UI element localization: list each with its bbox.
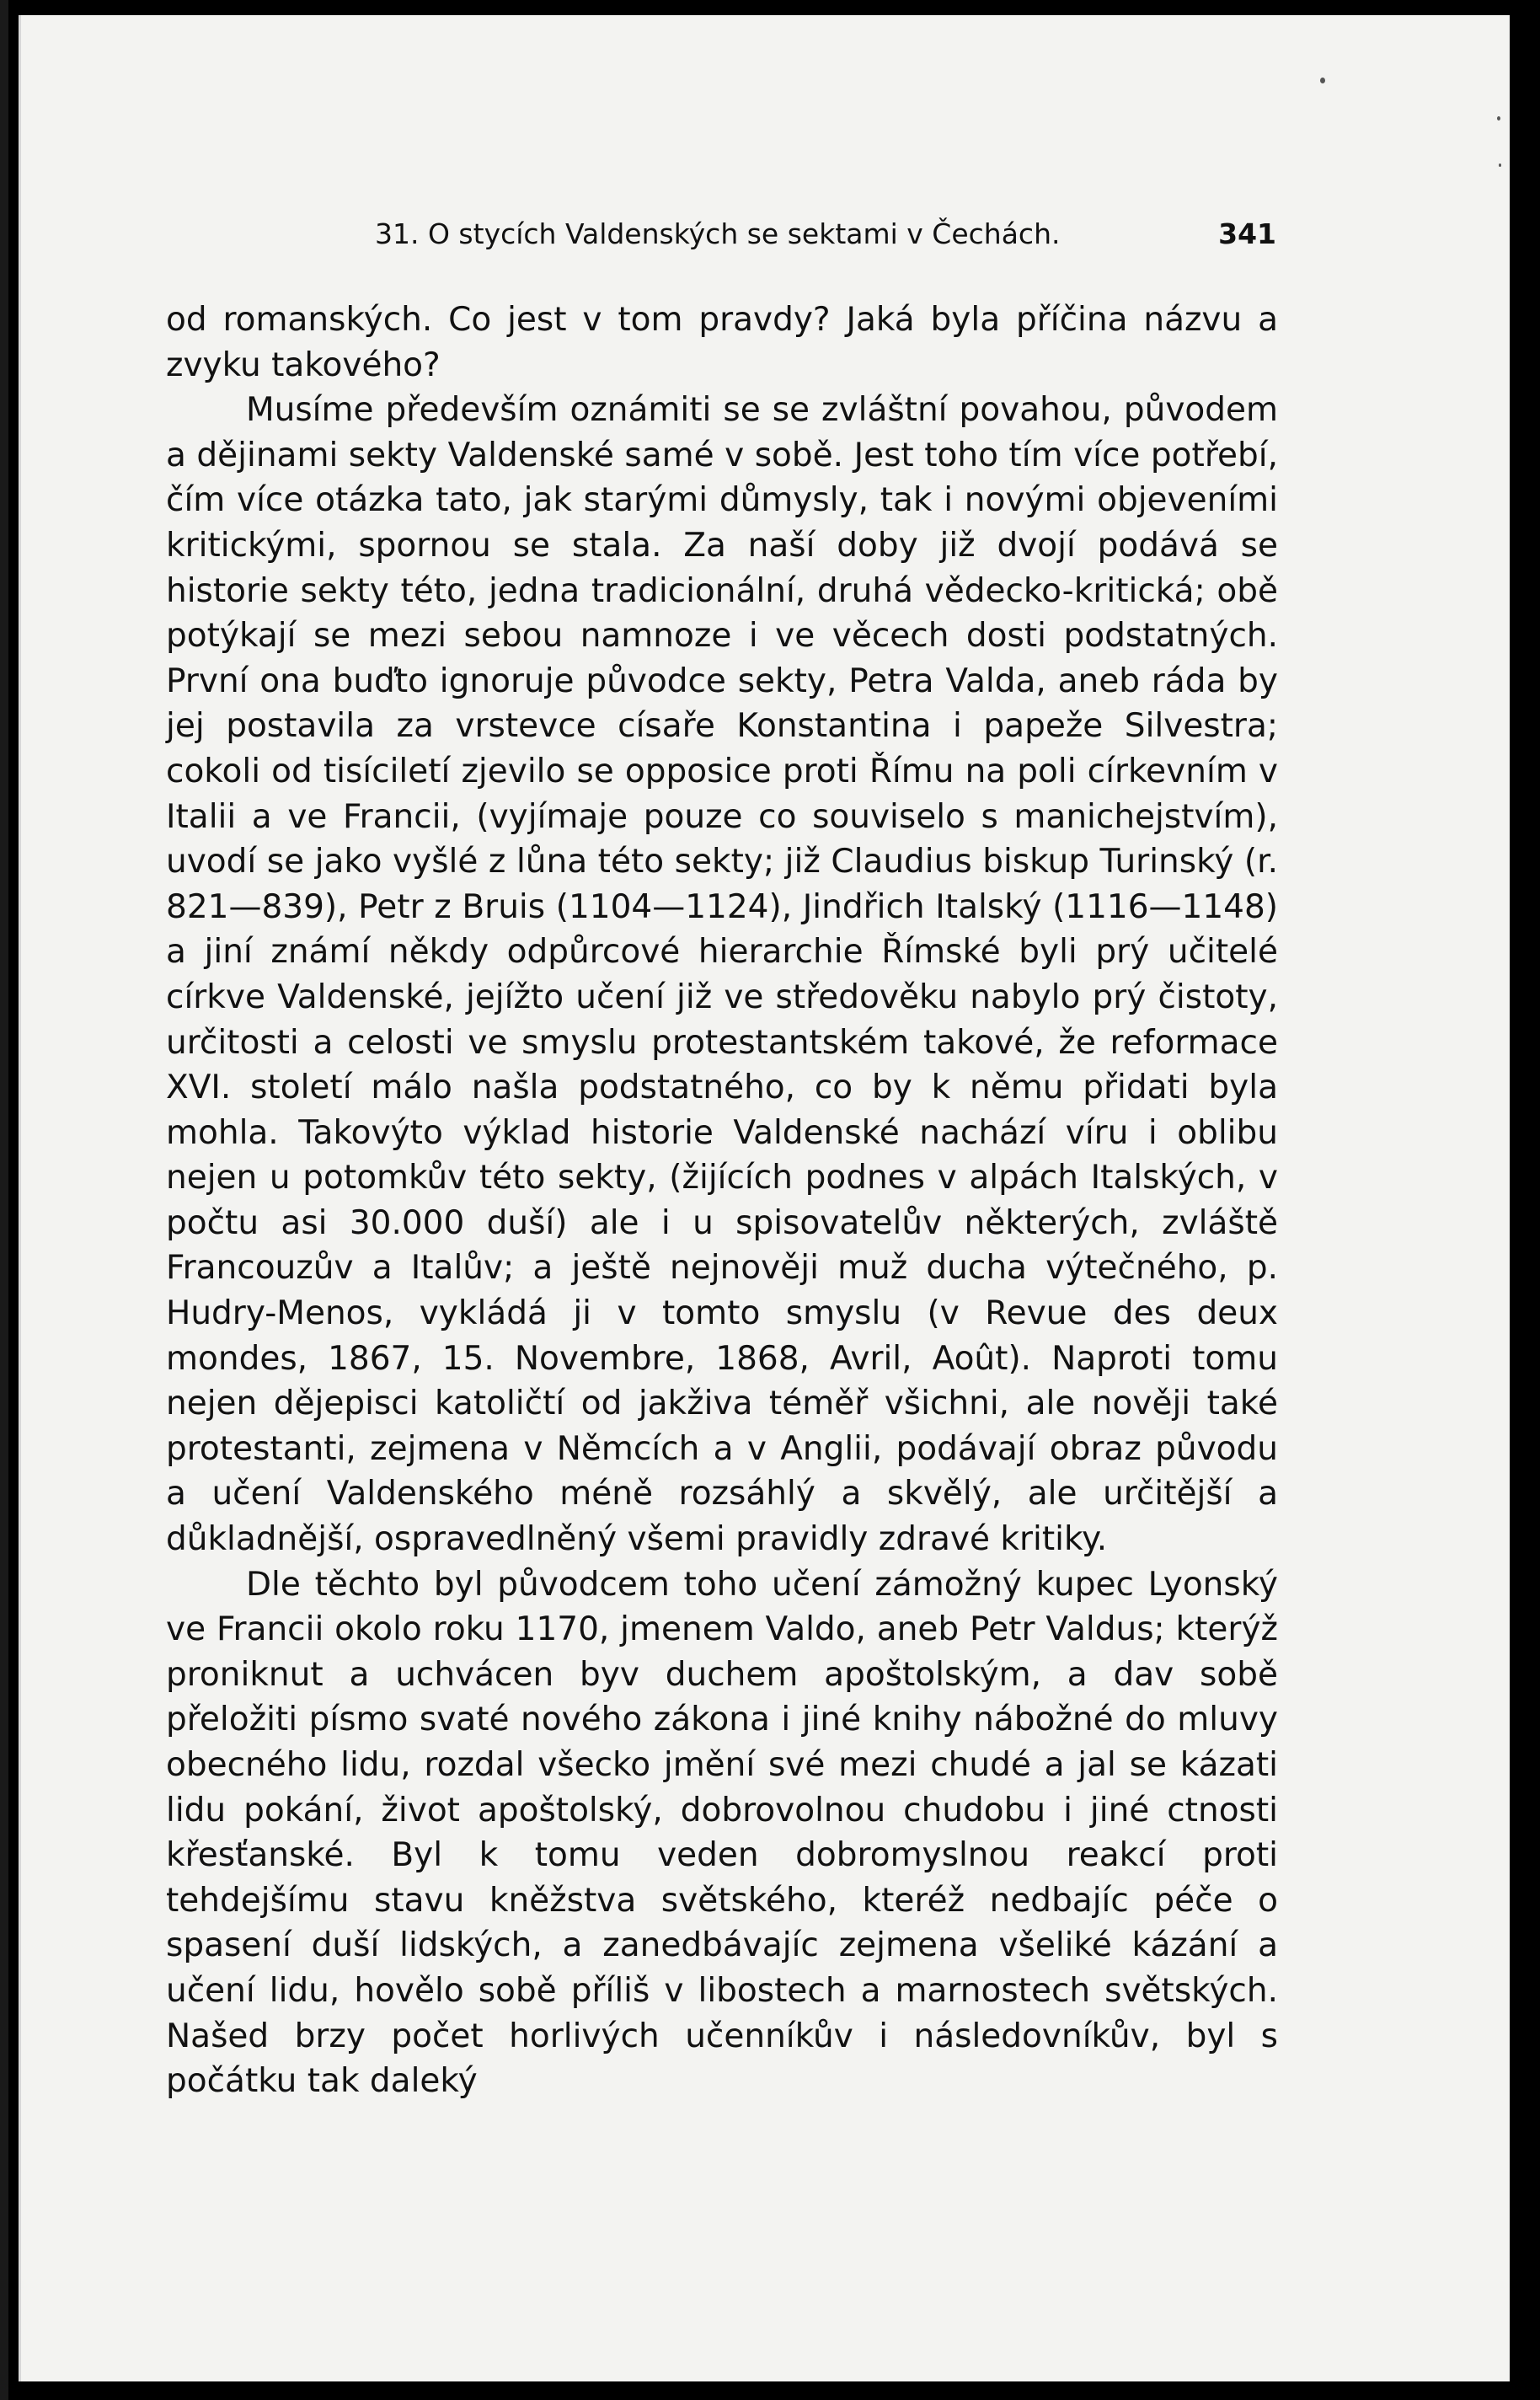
paragraph: od romanských. Co jest v tom pravdy? Jaká byla příčina názvu a zvyku takového? [166, 301, 1278, 384]
running-header [173, 217, 1276, 260]
scan-edge [0, 0, 8, 2400]
scan-speck [1320, 78, 1325, 83]
scan-speck [1497, 116, 1500, 121]
paragraph: Musíme především oznámiti se se zvláštní povahou, původem a dějinami sekty Valdenské samé v sobě. Jest toho tím více potřebí, čím více otázka tato, jak starými důmysly, tak i novými objeveními kritickými, spornou se stala. Za naší doby již dvojí podává se historie sekty této, jedna tradicionální, druhá vědecko-kritická; obě potýkají se mezi sebou namnoze i ve věcech dosti podstatných. První ona buďto ignoruje původce sekty, Petra Valda, aneb ráda by jej postavila za vrstevce císaře Konstantina i papeže Silvestra; cokoli od tisíciletí zjevilo se opposice proti Římu na poli církevním v Italii a ve Francii, (vyjímaje pouze co souviselo s manichejstvím), uvodí se jako vyšlé z lůna této sekty; již Claudius biskup Turinský (r. 821—839), Petr z Bruis (1104—1124), Jindřich Italský (1116—1148) a jiní známí někdy odpůrcové hierarchie Římské byli prý učitelé církve Valdenské, jejížto učení již ve středověku nabylo prý čistoty, určitosti a celosti ve smyslu protestantském takové, že reformace XVI. století málo našla podstatného, co by k němu přidati byla mohla. Takovýto výklad historie Valdenské nachází víru i oblibu nejen u potomkův této sekty, (žijících podnes v alpách Italských, v počtu asi 30.000 duší) ale i u spisovatelův některých, zvláště Francouzův a Italův; a ještě nejnověji muž ducha výtečného, p. Hudry-Menos, vykládá ji v tomto smyslu (v Revue des deux mondes, 1867, 15. Novembre, 1868, Avril, Août). Naproti tomu nejen dějepisci katoličtí od jakživa téměř všichni, ale nověji také protestanti, zejmena v Němcích a v Anglii, podávají obraz původu a učení Valdenského méně rozsáhlý a skvělý, ale určitější a důkladnější, ospravedlněný všemi pravidly zdravé kritiky. [166, 391, 1278, 1559]
paragraph: Dle těchto byl původcem toho učení zámožný kupec Lyonský ve Francii okolo roku 1170, jmenem Valdo, aneb Petr Valdus; kterýž proniknut a uchvácen byv duchem apoštolským, a dav sobě přeložiti písmo svaté nového zákona i jiné knihy nábožné do mluvy obecného lidu, rozdal všecko jmění své mezi chudé a jal se kázati lidu pokání, život apoštolský, dobrovolnou chudobu i jiné ctnosti křesťanské. Byl k tomu veden dobromyslnou reakcí proti tehdejšímu stavu kněžstva světského, kteréž nedbajíc péče o spasení duší lidských, a zanedbávajíc zejmena všeliké kázání a učení lidu, hovělo sobě příliš v libostech a marnostech světských. Našed brzy počet horlivých učenníkův i následovníkův, byl s počátku tak daleký [166, 1565, 1278, 2101]
page-number: 341 [1218, 217, 1276, 250]
scan-speck [1499, 163, 1501, 167]
book-page [19, 15, 1510, 2381]
chapter-title: 31. O stycích Valdenských se sektami v Čechách. [375, 217, 1061, 250]
body-text [166, 297, 1278, 2104]
